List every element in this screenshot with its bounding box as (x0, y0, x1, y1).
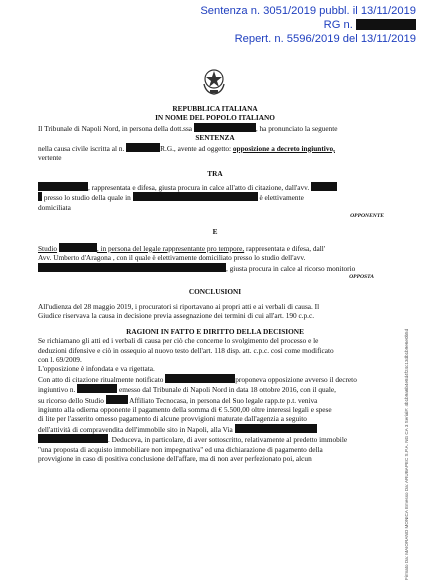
title-republic: REPUBBLICA ITALIANA (172, 104, 258, 113)
ragioni-l6: ingiuntivo n. emesso dal Tribunale di Napoli Nord in data 18 ottobre 2016, con il quale, (38, 385, 336, 395)
avv-line: Avv. Umberto d'Aragona , con il quale è elettivamente domiciliato presso lo studio dell'avv. (38, 253, 306, 263)
intro-line: Il Tribunale di Napoli Nord, in persona della dott.ssa , ha pronunciato la seguente (38, 123, 338, 133)
ragioni-l5: Con atto di citazione ritualmente notificato proponeva opposizione avverso il decreto (38, 374, 357, 384)
italian-republic-emblem-icon (200, 66, 228, 96)
redaction (106, 395, 128, 404)
opponente-label: OPPONENTE (350, 213, 384, 220)
redaction (126, 143, 160, 152)
ragioni-l9: di lite per l'asserito omesso pagamento di alcune provvigioni maturate dall'agenzia a seguito (38, 414, 307, 424)
ragioni-l11: . Deduceva, in particolare, di aver sottoscritto, relativamente al predetto immobile (38, 434, 392, 444)
ragioni-l7: su ricorso dello Studio Affiliato Tecnocasa, in persona del Suo legale rapp.te p.t. veniva (38, 395, 318, 405)
repertorio-number: Repert. n. 5596/2019 del 13/11/2019 (234, 33, 416, 45)
title-people: IN NOME DEL POPOLO ITALIANO (155, 113, 275, 123)
digital-signature-sidebar: Firmato Da: MAIORANO MONICA Emesso Da: ARUBAPEC S.P.A. NG CA 3 Serial#: 4b1b9a6b4e8d4f24c13db1b9e6e0b5d (404, 328, 409, 580)
rg-number: RG n. (324, 18, 416, 32)
ragioni-l10: dell'attività di compravendita dell'immobile sito in Napoli, alla Via (38, 424, 392, 434)
conclusioni-heading: CONCLUSIONI (188, 286, 242, 296)
ragioni-l12: "una proposta di acquisto immobiliare non impegnativa" ed una dichiarazione di pagamento della (38, 444, 323, 454)
ragioni-l1: Se richiamano gli atti ed i verbali di causa per ciò che concerne lo svolgimento del processo e le (38, 336, 319, 346)
redaction (133, 192, 258, 201)
ragioni-l2: deduzioni difensive e ciò in ossequio al nuovo testo dell'art. 118 disp. att. c.p.c. così come modificato (38, 345, 334, 355)
tra-heading: TRA (207, 169, 223, 179)
redaction (311, 182, 337, 191)
ragioni-l8: ingiunto alla odierna opponente il pagamento della somma di € 5.500,00 oltre interessi legali e spese (38, 404, 332, 414)
domiciliata: domiciliata (38, 202, 71, 212)
ragioni-l13: provvigione in caso di positiva conclusione dell'affare, ma di non aver perfezionato poi, alcun (38, 454, 312, 463)
redaction (59, 243, 97, 252)
redaction (38, 192, 42, 201)
e-heading: E (212, 227, 218, 237)
causa-line: nella causa civile iscritta al n. R.G., avente ad oggetto: opposizione a decreto ingiuntivo, (38, 143, 335, 153)
sentenza-heading: SENTENZA (195, 133, 235, 143)
redaction (38, 434, 108, 443)
ragioni-heading: RAGIONI IN FATTO E DIRITTO DELLA DECISIONE (126, 326, 304, 336)
document-body (38, 104, 392, 463)
redaction (356, 19, 416, 30)
redaction (165, 374, 235, 383)
ragioni-l3: con l. 69/2009. (38, 354, 82, 364)
redaction (194, 123, 256, 132)
conclusioni-p1: All'udienza del 28 maggio 2019, i procuratori si riportavano ai propri atti e ai verbali di causa. Il (38, 301, 320, 311)
redaction (235, 424, 317, 433)
opposta-label: OPPOSTA (349, 274, 374, 281)
redaction (77, 384, 117, 393)
conclusioni-p2: Giudice riservava la causa in decisione previa assegnazione dei termini di cui all'art. 190 c.p.c. (38, 311, 315, 321)
redaction (38, 263, 226, 272)
sentence-number: Sentenza n. 3051/2019 pubbl. il 13/11/2019 (200, 5, 416, 17)
procura-line: , giusta procura in calce al ricorso monitorio (38, 263, 392, 273)
redaction (38, 182, 88, 191)
party1-line2: presso lo studio della quale in è elettivamente (38, 192, 392, 202)
party1-line1: , rappresentata e difesa, giusta procura in calce all'atto di citazione, dall'avv. (38, 182, 392, 192)
studio-line: Studio , in persona del legale rappresentante pro tempore, rappresentata e difesa, dall' (38, 243, 326, 253)
vertente: vertente (38, 153, 62, 163)
ragioni-l4: L'opposizione è infondata e va rigettata. (38, 364, 155, 374)
